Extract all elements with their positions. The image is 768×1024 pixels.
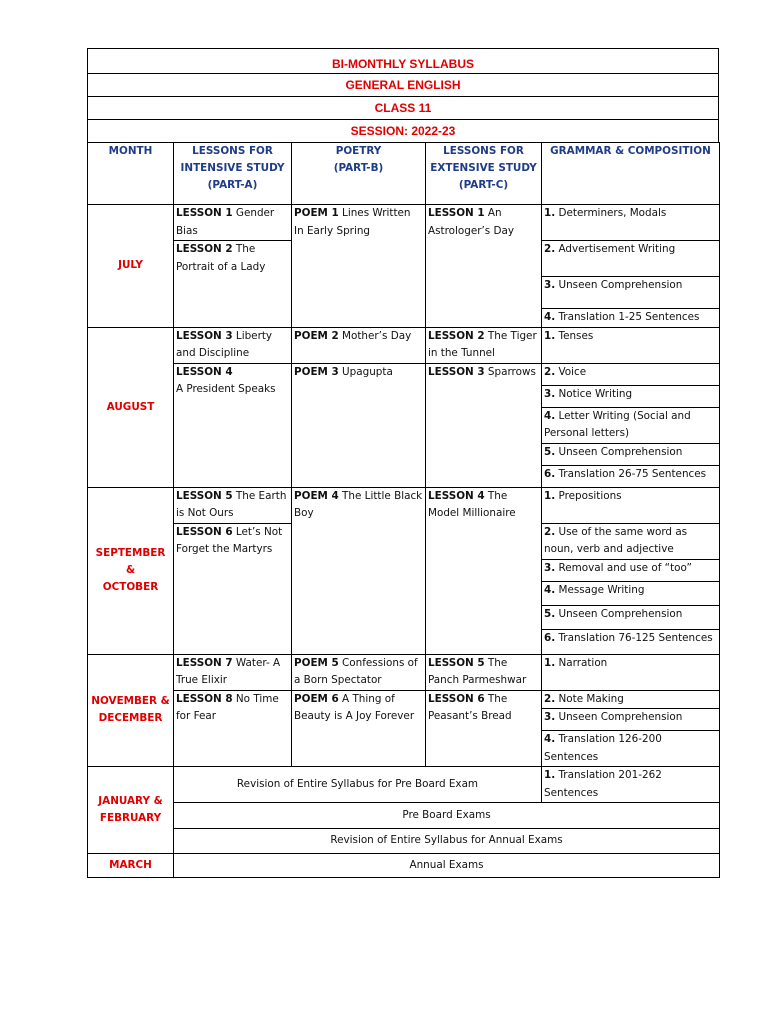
table-row (88, 205, 720, 241)
month-nov-dec: NOVEMBER & DECEMBER (88, 654, 174, 767)
doc-session: SESSION: 2022-23 (87, 119, 719, 142)
grammar-item: 6. Translation 26-75 Sentences (542, 465, 720, 487)
preboard-exams: Pre Board Exams (174, 803, 720, 829)
lesson-cell: LESSON 7 Water- A True Elixir (174, 654, 292, 690)
lesson-cell: LESSON 6 Let’s Not Forget the Martyrs (174, 523, 292, 654)
grammar-item: 4. Translation 1-25 Sentences (542, 309, 720, 328)
month-july: JULY (88, 205, 174, 328)
doc-title: BI-MONTHLY SYLLABUS (87, 48, 719, 73)
lesson-cell: LESSON 2 The Portrait of a Lady (174, 241, 292, 328)
grammar-item: 6. Translation 76-125 Sentences (542, 629, 720, 654)
doc-class: CLASS 11 (87, 96, 719, 119)
poem-cell: POEM 1 Lines Written In Early Spring (292, 205, 426, 328)
col-header-month: MONTH (88, 143, 174, 205)
month-august: AUGUST (88, 327, 174, 487)
table-row (88, 327, 720, 363)
grammar-item: 5. Unseen Comprehension (542, 443, 720, 465)
lesson-cell: LESSON 3 Liberty and Discipline (174, 327, 292, 363)
grammar-item: 4. Letter Writing (Social and Personal letters) (542, 407, 720, 443)
grammar-item: 3. Unseen Comprehension (542, 709, 720, 731)
poem-cell: POEM 6 A Thing of Beauty is A Joy Forever (292, 690, 426, 767)
revision-preboard: Revision of Entire Syllabus for Pre Board Exam (174, 767, 542, 803)
annual-exams: Annual Exams (174, 854, 720, 878)
grammar-item: 2. Note Making (542, 690, 720, 709)
table-row (88, 767, 720, 803)
grammar-item: 1. Narration (542, 654, 720, 690)
poem-cell: POEM 4 The Little Black Boy (292, 487, 426, 654)
grammar-item: 3. Unseen Comprehension (542, 277, 720, 309)
grammar-item: 1. Translation 201-262 Sentences (542, 767, 720, 803)
grammar-item: 2. Advertisement Writing (542, 241, 720, 277)
grammar-item: 2. Voice (542, 363, 720, 385)
header-row (88, 143, 720, 205)
table-row (88, 654, 720, 690)
extensive-cell: LESSON 1 An Astrologer’s Day (426, 205, 542, 328)
poem-cell: POEM 2 Mother’s Day (292, 327, 426, 363)
table-row (88, 487, 720, 523)
lesson-cell: LESSON 1 Gender Bias (174, 205, 292, 241)
extensive-cell: LESSON 4 The Model Millionaire (426, 487, 542, 654)
table-row (88, 803, 720, 829)
revision-annual: Revision of Entire Syllabus for Annual Exams (174, 829, 720, 854)
extensive-cell: LESSON 5 The Panch Parmeshwar (426, 654, 542, 690)
grammar-item: 2. Use of the same word as noun, verb and adjective (542, 523, 720, 559)
col-header-part-c: LESSONS FOR EXTENSIVE STUDY (PART-C) (426, 143, 542, 205)
extensive-cell: LESSON 6 The Peasant’s Bread (426, 690, 542, 767)
month-jan-feb: JANUARY & FEBRUARY (88, 767, 174, 854)
grammar-item: 1. Prepositions (542, 487, 720, 523)
extensive-cell: LESSON 3 Sparrows (426, 363, 542, 487)
table-row (88, 690, 720, 709)
grammar-item: 4. Message Writing (542, 581, 720, 605)
table-row (88, 854, 720, 878)
syllabus-sheet (87, 48, 719, 878)
syllabus-table (87, 142, 720, 878)
lesson-cell: LESSON 8 No Time for Fear (174, 690, 292, 767)
month-march: MARCH (88, 854, 174, 878)
grammar-item: 4. Translation 126-200 Sentences (542, 731, 720, 767)
grammar-item: 1. Determiners, Modals (542, 205, 720, 241)
table-row (88, 363, 720, 385)
grammar-item: 5. Unseen Comprehension (542, 605, 720, 629)
lesson-cell: LESSON 5 The Earth is Not Ours (174, 487, 292, 523)
col-header-part-a: LESSONS FOR INTENSIVE STUDY (PART-A) (174, 143, 292, 205)
extensive-cell: LESSON 2 The Tiger in the Tunnel (426, 327, 542, 363)
col-header-grammar: GRAMMAR & COMPOSITION (542, 143, 720, 205)
doc-subject: GENERAL ENGLISH (87, 73, 719, 96)
poem-cell: POEM 5 Confessions of a Born Spectator (292, 654, 426, 690)
table-row (88, 829, 720, 854)
poem-cell: POEM 3 Upagupta (292, 363, 426, 487)
lesson-cell: LESSON 4 A President Speaks (174, 363, 292, 487)
col-header-part-b: POETRY (PART-B) (292, 143, 426, 205)
month-sep-oct: SEPTEMBER & OCTOBER (88, 487, 174, 654)
grammar-item: 1. Tenses (542, 327, 720, 363)
grammar-item: 3. Notice Writing (542, 385, 720, 407)
grammar-item: 3. Removal and use of “too” (542, 559, 720, 581)
